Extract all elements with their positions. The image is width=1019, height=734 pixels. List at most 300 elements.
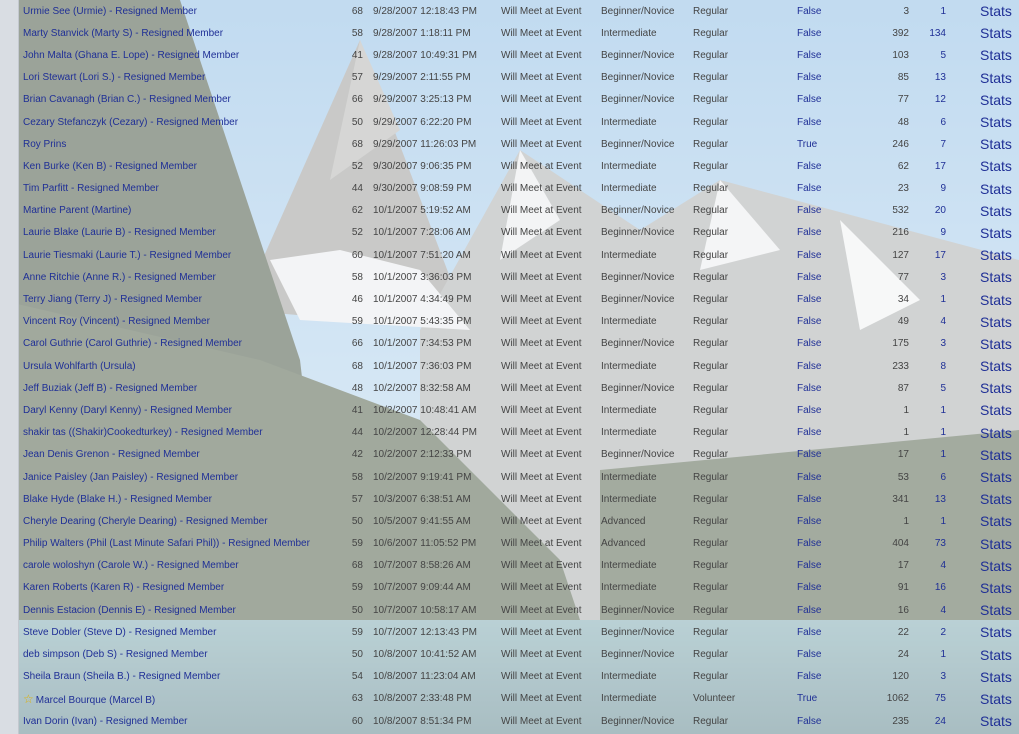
stats-cell (946, 355, 1019, 377)
member-status-link[interactable]: - Resigned Member (151, 338, 242, 350)
type-value: Regular (693, 27, 729, 39)
count-2-cell (909, 111, 946, 133)
count-1-cell (865, 599, 909, 621)
stats-link[interactable]: Stats (980, 158, 1012, 175)
count-2-cell (909, 0, 946, 22)
attend-value: Will Meet at Event (501, 471, 582, 483)
attendance-cell (501, 89, 601, 111)
table-row (18, 178, 1019, 200)
member-name-link[interactable]: Janice Paisley (Jan Paisley) (23, 471, 148, 483)
date-value: 10/2/2007 12:28:44 PM (373, 427, 477, 439)
stats-link[interactable]: Stats (980, 335, 1012, 352)
flag-cell (797, 200, 865, 222)
member-status-link[interactable]: - Resigned Member (114, 72, 206, 84)
member-name-cell (18, 67, 333, 89)
age-value: 58 (351, 471, 363, 483)
member-name-cell (18, 599, 333, 621)
member-type-cell (693, 643, 797, 665)
n1-value: 103 (892, 49, 909, 61)
table-row (18, 533, 1019, 555)
member-status-link[interactable]: - Resigned Member (148, 49, 240, 61)
member-status-link[interactable]: - Resigned Member (171, 427, 263, 439)
stats-cell (946, 111, 1019, 133)
member-name-link[interactable]: Blake Hyde (Blake H.) (23, 493, 122, 505)
member-type-cell (693, 155, 797, 177)
member-name-cell (18, 244, 333, 266)
member-status-link[interactable]: - Resigned Member (106, 160, 197, 172)
n2-value: 134 (929, 27, 946, 39)
type-value: Regular (693, 449, 729, 461)
flag-cell (797, 355, 865, 377)
member-name-link[interactable]: Martine Parent (Martine) (23, 205, 132, 217)
member-status-link[interactable]: - Resigned Member (147, 116, 239, 128)
date-value: 10/1/2007 4:34:49 PM (373, 294, 472, 306)
member-status-link[interactable]: - Resigned Member (132, 27, 224, 39)
stats-link[interactable]: Stats (980, 557, 1012, 574)
member-name-link[interactable]: Karen Roberts (Karen R) (23, 582, 134, 594)
age-cell (333, 444, 363, 466)
stats-link[interactable]: Stats (980, 491, 1012, 508)
stats-link[interactable]: Stats (980, 602, 1012, 619)
age-cell (333, 510, 363, 532)
count-1-cell (865, 377, 909, 399)
age-value: 50 (351, 515, 363, 527)
count-2-cell (909, 577, 946, 599)
member-type-cell (693, 222, 797, 244)
n2-value: 24 (934, 715, 946, 727)
member-status-link[interactable]: - Resigned Member (96, 715, 188, 727)
age-value: 62 (351, 205, 363, 217)
member-name-link[interactable]: John Malta (Ghana E. Lope) (23, 49, 149, 61)
stats-link[interactable]: Stats (980, 513, 1012, 530)
stats-link[interactable]: Stats (980, 646, 1012, 663)
date-value: 9/29/2007 6:22:20 PM (373, 116, 472, 128)
level-value: Beginner/Novice (601, 626, 675, 638)
n1-value: 3 (903, 5, 909, 17)
member-type-cell (693, 577, 797, 599)
n1-value: 85 (897, 72, 909, 84)
stats-link[interactable]: Stats (980, 269, 1012, 286)
date-value: 10/8/2007 8:51:34 PM (373, 715, 472, 727)
level-cell (601, 222, 693, 244)
joined-date-cell (363, 599, 501, 621)
type-value: Regular (693, 538, 729, 550)
type-value: Regular (693, 94, 729, 106)
level-value: Intermediate (601, 116, 657, 128)
stats-cell (946, 200, 1019, 222)
age-value: 60 (351, 249, 363, 261)
flag-value: False (797, 338, 822, 350)
stats-cell (946, 89, 1019, 111)
flag-value: False (797, 626, 822, 638)
member-name-link[interactable]: Lori Stewart (Lori S.) (23, 72, 115, 84)
flag-value: False (797, 582, 822, 594)
member-status-link[interactable]: - Resigned Member (219, 538, 310, 550)
attendance-cell (501, 422, 601, 444)
stats-link[interactable]: Stats (980, 535, 1012, 552)
level-value: Beginner/Novice (601, 227, 675, 239)
age-value: 60 (351, 715, 363, 727)
stats-link[interactable]: Stats (980, 402, 1012, 419)
stats-link[interactable]: Stats (980, 469, 1012, 486)
n1-value: 62 (897, 160, 909, 172)
stats-link[interactable]: Stats (980, 380, 1012, 397)
level-cell (601, 533, 693, 555)
age-cell (333, 67, 363, 89)
stats-link[interactable]: Stats (980, 202, 1012, 219)
stats-link[interactable]: Stats (980, 424, 1012, 441)
stats-link[interactable]: Stats (980, 313, 1012, 330)
type-value: Regular (693, 271, 729, 283)
age-cell (333, 355, 363, 377)
count-1-cell (865, 533, 909, 555)
type-value: Regular (693, 560, 729, 572)
date-value: 9/28/2007 1:18:11 PM (373, 27, 471, 39)
type-value: Regular (693, 626, 729, 638)
n2-value: 6 (940, 471, 946, 483)
attend-value: Will Meet at Event (501, 49, 582, 61)
joined-date-cell (363, 333, 501, 355)
level-cell (601, 111, 693, 133)
count-1-cell (865, 200, 909, 222)
member-name-link[interactable]: Ken Burke (Ken B) (23, 160, 107, 172)
member-name-link[interactable]: Sheila Braun (Sheila B.) (23, 671, 130, 683)
stats-link[interactable]: Stats (980, 224, 1012, 241)
member-status-link[interactable]: - Resigned Member (147, 471, 239, 483)
member-name-link[interactable]: Brian Cavanagh (Brian C.) (23, 94, 141, 106)
member-status-link[interactable]: - Resigned Member (125, 227, 216, 239)
member-name-link[interactable]: Jeff Buziak (Jeff B) (23, 382, 107, 394)
member-status-link[interactable]: - Resigned Member (176, 515, 268, 527)
member-name-cell (18, 0, 333, 22)
n1-value: 246 (892, 138, 909, 150)
stats-link[interactable]: Stats (980, 624, 1012, 641)
date-value: 10/1/2007 5:43:35 PM (373, 316, 472, 328)
attendance-cell (501, 621, 601, 643)
member-status-link[interactable]: - Resigned Member (125, 626, 217, 638)
flag-value: False (797, 205, 822, 217)
flag-value: False (797, 515, 822, 527)
n1-value: 22 (897, 626, 909, 638)
member-name-cell (18, 399, 333, 421)
attend-value: Will Meet at Event (501, 138, 582, 150)
table-row (18, 44, 1019, 66)
flag-value: False (797, 671, 822, 683)
count-2-cell (909, 599, 946, 621)
type-value: Regular (693, 138, 729, 150)
table-row (18, 555, 1019, 577)
member-type-cell (693, 133, 797, 155)
level-cell (601, 355, 693, 377)
level-value: Beginner/Novice (601, 715, 675, 727)
flag-value: False (797, 294, 822, 306)
member-type-cell (693, 200, 797, 222)
member-name-link[interactable]: Laurie Tiesmaki (Laurie T.) (23, 249, 141, 261)
member-name-link[interactable]: Vincent Roy (Vincent) (23, 316, 120, 328)
member-name-link[interactable]: shakir tas ((Shakir)Cookedturkey) (23, 427, 172, 439)
member-name-link[interactable]: Philip Walters (Phil (Last Minute Safari Phil)) (23, 538, 220, 550)
count-2-cell (909, 178, 946, 200)
stats-cell (946, 666, 1019, 688)
member-type-cell (693, 533, 797, 555)
member-type-cell (693, 666, 797, 688)
member-name-link[interactable]: Steve Dobler (Steve D) (23, 626, 126, 638)
member-name-link[interactable]: Laurie Blake (Laurie B) (23, 227, 126, 239)
attend-value: Will Meet at Event (501, 649, 582, 661)
member-name-link[interactable]: Ursula Wohlfarth (Ursula) (23, 360, 136, 372)
stats-cell (946, 133, 1019, 155)
member-type-cell (693, 311, 797, 333)
stats-link[interactable]: Stats (980, 91, 1012, 108)
n1-value: 34 (897, 294, 909, 306)
stats-link[interactable]: Stats (980, 291, 1012, 308)
type-value: Regular (693, 5, 729, 17)
level-value: Intermediate (601, 160, 657, 172)
flag-cell (797, 599, 865, 621)
age-cell (333, 22, 363, 44)
level-cell (601, 377, 693, 399)
level-cell (601, 666, 693, 688)
attend-value: Will Meet at Event (501, 316, 582, 328)
stats-link[interactable]: Stats (980, 579, 1012, 596)
member-name-cell (18, 621, 333, 643)
member-name-link[interactable]: Marcel Bourque (Marcel B) (35, 694, 156, 706)
level-value: Advanced (601, 538, 646, 550)
type-value: Regular (693, 404, 729, 416)
table-row (18, 510, 1019, 532)
count-1-cell (865, 643, 909, 665)
table-row (18, 0, 1019, 22)
left-margin-strip (0, 0, 19, 734)
level-value: Beginner/Novice (601, 138, 675, 150)
stats-link[interactable]: Stats (980, 690, 1012, 707)
table-row (18, 311, 1019, 333)
flag-cell (797, 111, 865, 133)
stats-link[interactable]: Stats (980, 3, 1012, 20)
n2-value: 7 (940, 138, 946, 150)
flag-cell (797, 333, 865, 355)
flag-cell (797, 222, 865, 244)
member-name-link[interactable]: Marty Stanvick (Marty S) (23, 27, 133, 39)
flag-value: False (797, 49, 822, 61)
member-status-link[interactable]: - Resigned Member (116, 649, 208, 661)
member-name-link[interactable]: carole woloshyn (Carole W.) (23, 560, 149, 572)
member-status-link[interactable]: - Resigned Member (148, 560, 239, 572)
table-row (18, 621, 1019, 643)
member-name-cell (18, 111, 333, 133)
stats-link[interactable]: Stats (980, 358, 1012, 375)
flag-cell (797, 555, 865, 577)
member-status-link[interactable]: - Resigned Member (133, 582, 225, 594)
member-status-link[interactable]: - Resigned Member (141, 404, 232, 416)
joined-date-cell (363, 422, 501, 444)
member-status-link[interactable]: - Resigned Member (145, 604, 236, 616)
level-value: Intermediate (601, 471, 657, 483)
flag-cell (797, 89, 865, 111)
table-row (18, 444, 1019, 466)
star-icon: ☆ (23, 691, 34, 706)
attend-value: Will Meet at Event (501, 27, 582, 39)
joined-date-cell (363, 44, 501, 66)
count-2-cell (909, 266, 946, 288)
stats-link[interactable]: Stats (980, 47, 1012, 64)
member-name-link[interactable]: Terry Jiang (Terry J) (23, 294, 112, 306)
level-cell (601, 22, 693, 44)
n2-value: 4 (940, 316, 946, 328)
stats-link[interactable]: Stats (980, 180, 1012, 197)
member-status-link[interactable]: - Resigned Member (140, 94, 231, 106)
age-cell (333, 266, 363, 288)
date-value: 9/28/2007 12:18:43 PM (373, 5, 477, 17)
flag-value: False (797, 471, 822, 483)
attend-value: Will Meet at Event (501, 693, 582, 705)
age-cell (333, 422, 363, 444)
member-type-cell (693, 44, 797, 66)
n1-value: 23 (897, 183, 909, 195)
member-name-link[interactable]: Tim Parfitt (23, 183, 69, 195)
member-status-link[interactable]: - Resigned Member (140, 249, 232, 261)
level-value: Beginner/Novice (601, 649, 675, 661)
attend-value: Will Meet at Event (501, 538, 582, 550)
count-2-cell (909, 466, 946, 488)
type-value: Regular (693, 715, 729, 727)
age-cell (333, 133, 363, 155)
attendance-cell (501, 22, 601, 44)
age-value: 57 (351, 72, 363, 84)
count-1-cell (865, 577, 909, 599)
flag-value: False (797, 493, 822, 505)
count-1-cell (865, 399, 909, 421)
level-value: Beginner/Novice (601, 72, 675, 84)
member-name-link[interactable]: Ivan Dorin (Ivan) (23, 715, 97, 727)
stats-link[interactable]: Stats (980, 136, 1012, 153)
stats-link[interactable]: Stats (980, 668, 1012, 685)
joined-date-cell (363, 621, 501, 643)
stats-link[interactable]: Stats (980, 247, 1012, 264)
member-type-cell (693, 333, 797, 355)
member-name-link[interactable]: Cheryle Dearing (Cheryle Dearing) (23, 515, 177, 527)
stats-link[interactable]: Stats (980, 446, 1012, 463)
flag-value: True (797, 138, 818, 150)
member-name-link[interactable]: Daryl Kenny (Daryl Kenny) (23, 404, 142, 416)
count-2-cell (909, 510, 946, 532)
age-value: 58 (351, 27, 363, 39)
stats-link[interactable]: Stats (980, 713, 1012, 730)
member-status-link[interactable]: - Resigned Member (129, 671, 221, 683)
count-1-cell (865, 466, 909, 488)
n1-value: 175 (892, 338, 909, 350)
joined-date-cell (363, 111, 501, 133)
count-1-cell (865, 688, 909, 710)
member-status-link[interactable]: - Resigned Member (125, 271, 216, 283)
count-2-cell (909, 155, 946, 177)
flag-value: False (797, 649, 822, 661)
member-status-link[interactable]: - Resigned Member (109, 449, 200, 461)
age-value: 54 (351, 671, 363, 683)
member-status-link[interactable]: - Resigned Member (68, 183, 159, 195)
attendance-cell (501, 466, 601, 488)
age-value: 44 (351, 183, 363, 195)
type-value: Regular (693, 515, 729, 527)
age-value: 57 (351, 493, 363, 505)
flag-cell (797, 67, 865, 89)
flag-cell (797, 422, 865, 444)
type-value: Regular (693, 427, 729, 439)
member-name-link[interactable]: Jean Denis Grenon (23, 449, 110, 461)
member-name-cell (18, 444, 333, 466)
flag-cell (797, 44, 865, 66)
table-row (18, 577, 1019, 599)
count-1-cell (865, 666, 909, 688)
n2-value: 5 (940, 382, 946, 394)
n2-value: 8 (940, 360, 946, 372)
type-value: Regular (693, 582, 729, 594)
age-value: 44 (351, 427, 363, 439)
stats-cell (946, 244, 1019, 266)
stats-link[interactable]: Stats (980, 114, 1012, 131)
age-value: 59 (351, 538, 363, 550)
date-value: 10/7/2007 8:58:26 AM (373, 560, 471, 572)
member-name-link[interactable]: Roy Prins (23, 138, 67, 150)
count-2-cell (909, 22, 946, 44)
attendance-cell (501, 311, 601, 333)
age-cell (333, 200, 363, 222)
stats-cell (946, 67, 1019, 89)
member-type-cell (693, 688, 797, 710)
level-value: Beginner/Novice (601, 94, 675, 106)
level-value: Beginner/Novice (601, 294, 675, 306)
member-status-link[interactable]: - Resigned Member (111, 294, 202, 306)
level-cell (601, 710, 693, 732)
member-status-link[interactable]: - Resigned Member (106, 382, 198, 394)
member-name-link[interactable]: Carol Guthrie (Carol Guthrie) (23, 338, 152, 350)
age-value: 46 (351, 294, 363, 306)
n1-value: 24 (897, 649, 909, 661)
count-2-cell (909, 222, 946, 244)
member-name-link[interactable]: Cezary Stefanczyk (Cezary) (23, 116, 148, 128)
stats-cell (946, 178, 1019, 200)
level-value: Intermediate (601, 671, 657, 683)
member-name-link[interactable]: Anne Ritchie (Anne R.) (23, 271, 126, 283)
stats-cell (946, 488, 1019, 510)
type-value: Regular (693, 604, 729, 616)
member-name-link[interactable]: Dennis Estacion (Dennis E) (23, 604, 146, 616)
count-2-cell (909, 288, 946, 310)
age-cell (333, 399, 363, 421)
member-type-cell (693, 178, 797, 200)
member-type-cell (693, 710, 797, 732)
attendance-cell (501, 577, 601, 599)
age-cell (333, 89, 363, 111)
attendance-cell (501, 377, 601, 399)
count-1-cell (865, 422, 909, 444)
count-1-cell (865, 266, 909, 288)
level-cell (601, 155, 693, 177)
stats-link[interactable]: Stats (980, 25, 1012, 42)
member-status-link[interactable]: - Resigned Member (121, 493, 212, 505)
count-1-cell (865, 0, 909, 22)
count-2-cell (909, 67, 946, 89)
member-status-link[interactable]: - Resigned Member (119, 316, 210, 328)
stats-link[interactable]: Stats (980, 69, 1012, 86)
table-row (18, 355, 1019, 377)
member-status-link[interactable]: - Resigned Member (106, 5, 197, 17)
count-1-cell (865, 333, 909, 355)
joined-date-cell (363, 688, 501, 710)
n1-value: 77 (897, 94, 909, 106)
member-name-link[interactable]: deb simpson (Deb S) (23, 649, 117, 661)
member-name-link[interactable]: Urmie See (Urmie) (23, 5, 107, 17)
